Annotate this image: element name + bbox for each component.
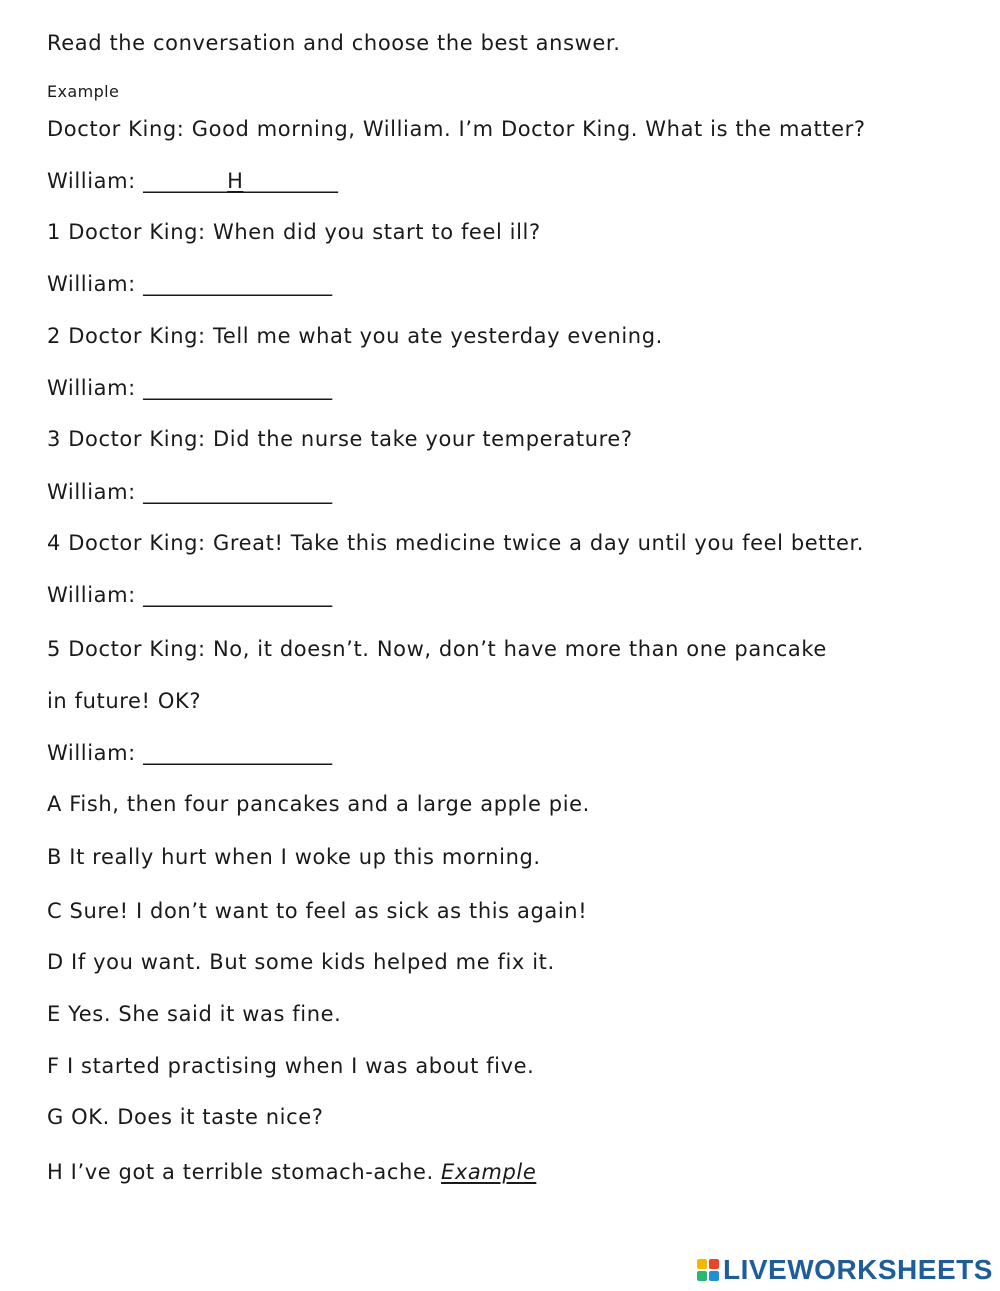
logo-square-1 [697,1259,707,1269]
answer-blank-after: _________ [243,169,339,193]
william-label: William: [47,583,136,607]
answer-blank-2[interactable]: __________________ [143,376,333,400]
william-answer-row-3 [47,478,332,506]
option-h [47,1158,536,1186]
example-william-line [47,167,338,195]
option-h-example-tag: Example [441,1160,537,1184]
william-answer-row-4 [47,581,332,609]
answer-blank-3[interactable]: __________________ [143,480,333,504]
example-answer: H [227,169,244,193]
william-label: William: [47,741,136,765]
question-5: 5 Doctor King: No, it doesn’t. Now, don’t have more than one pancake [47,637,827,661]
answer-blank-1[interactable]: __________________ [143,272,333,296]
answer-blank-5[interactable]: __________________ [143,741,333,765]
logo-square-4 [709,1271,719,1281]
question-5-continued: in future! OK? [47,689,202,713]
instruction: Read the conversation and choose the best answer. [47,31,621,55]
william-label: William: [47,376,136,400]
option-d: D If you want. But some kids helped me fix it. [47,950,555,974]
william-label: William: [47,480,136,504]
option-g: G OK. Does it taste nice? [47,1105,324,1129]
option-f: F I started practising when I was about five. [47,1054,535,1078]
answer-blank-4[interactable]: __________________ [143,583,333,607]
liveworksheets-logo [697,1254,993,1286]
question-3: 3 Doctor King: Did the nurse take your temperature? [47,427,633,451]
brand-name: LIVEWORKSHEETS [723,1254,993,1285]
option-e: E Yes. She said it was fine. [47,1002,342,1026]
william-answer-row-1 [47,270,332,298]
william-answer-row-5 [47,739,332,767]
option-h-text: H I’ve got a terrible stomach-ache. [47,1160,434,1184]
example-doctor-line: Doctor King: Good morning, William. I’m Doctor King. What is the matter? [47,117,866,141]
option-a: A Fish, then four pancakes and a large apple pie. [47,792,590,816]
william-label: William: [47,169,136,193]
question-1: 1 Doctor King: When did you start to feel ill? [47,220,541,244]
answer-blank-before: ________ [143,169,228,193]
william-answer-row-2 [47,374,332,402]
question-2: 2 Doctor King: Tell me what you ate yesterday evening. [47,324,663,348]
william-label: William: [47,272,136,296]
question-4: 4 Doctor King: Great! Take this medicine twice a day until you feel better. [47,531,865,555]
option-c: C Sure! I don’t want to feel as sick as this again! [47,899,588,923]
liveworksheets-logo-icon [697,1259,719,1281]
option-b: B It really hurt when I woke up this morning. [47,845,541,869]
example-label: Example [47,82,120,101]
logo-square-3 [697,1271,707,1281]
logo-square-2 [709,1259,719,1269]
